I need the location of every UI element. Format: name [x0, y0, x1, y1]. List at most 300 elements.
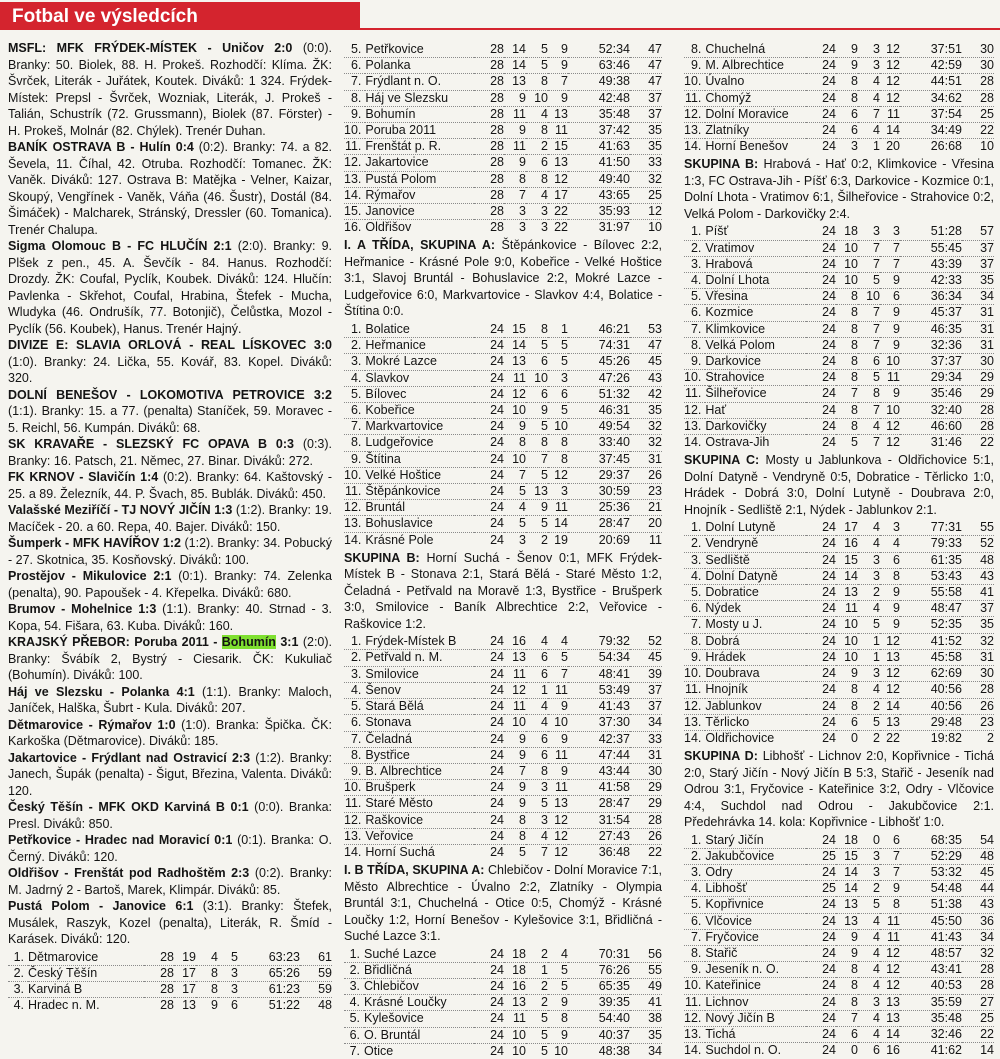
table-rank: 1. — [349, 946, 360, 961]
table-team: Petřkovice — [365, 42, 424, 56]
table-played: 24 — [822, 520, 836, 535]
table-team: Břidličná — [364, 962, 412, 977]
table-team: Suché Lazce — [364, 946, 437, 961]
table-points: 23 — [980, 714, 994, 729]
table-rank: 3. — [690, 256, 702, 271]
table-played: 24 — [822, 552, 836, 567]
table-wins: 5 — [519, 844, 526, 859]
table-draws: 6 — [541, 731, 548, 746]
table-losses: 6 — [893, 289, 900, 304]
table-team: Doubrava — [705, 666, 760, 681]
table-rank: 9. — [690, 962, 702, 977]
match-details: (0:2). Branky: 74. a 82. Ševela, 11. Číhal, 42. Otruba. Rozhodčí: Tomanec. ŽK: Vaněk. Diváků: 127. Ostrava B: Matějka - Velner, Kaizar, Skoupý, Vengřínek - Vaněk, Váňa (46. Šustr), Dostál (84. Šimáček) - Malcharek, Stránský, Dressler (60. Tomanica). Trenér Chalupa. — [8, 140, 332, 237]
table-played: 24 — [490, 370, 504, 385]
table-losses: 3 — [893, 520, 900, 535]
table-row — [684, 139, 994, 155]
table-score: 46:21 — [598, 321, 630, 336]
table-losses: 5 — [231, 949, 238, 964]
table-score: 47:44 — [598, 747, 630, 762]
table-points: 28 — [980, 418, 994, 433]
table-draws: 0 — [873, 832, 880, 847]
table-points: 12 — [648, 204, 662, 219]
table-score: 48:47 — [930, 601, 962, 616]
table-row — [684, 256, 994, 272]
table-rank: 14. — [684, 435, 702, 450]
table-played: 24 — [822, 321, 836, 336]
match-home: Poruba 2011 - — [129, 635, 222, 649]
table-draws: 2 — [541, 139, 548, 154]
table-score: 74:31 — [598, 338, 630, 353]
table-score: 55:45 — [930, 240, 962, 255]
table-row — [344, 419, 662, 435]
table-played: 24 — [490, 747, 504, 762]
table-score: 28:47 — [598, 796, 630, 811]
table-wins: 18 — [844, 832, 858, 847]
table-row — [684, 865, 994, 881]
match-details: (3:1). Branky: Štefek, Musálek, Raszyk, Kozel (penalta), Literák, R. Šmíd - Karásek. Diváků: 120. — [8, 899, 332, 946]
match-heading: Sigma Olomouc B - FC HLUČÍN 2:1 — [8, 239, 232, 253]
table-played: 28 — [160, 949, 174, 964]
table-losses: 14 — [886, 123, 900, 138]
table-wins: 14 — [512, 42, 526, 56]
table-rank: 9. — [350, 451, 362, 466]
table-team: Hradec n. M. — [28, 998, 100, 1013]
table-losses: 12 — [886, 962, 900, 977]
table-rank: 6. — [349, 1027, 360, 1042]
table-row — [684, 273, 994, 289]
table-points: 22 — [980, 1027, 994, 1042]
table-wins: 7 — [519, 763, 526, 778]
table-row — [344, 386, 662, 402]
table-draws: 4 — [873, 946, 880, 961]
table-points: 35 — [648, 123, 662, 138]
table-losses: 11 — [555, 682, 568, 697]
table-draws: 5 — [541, 1043, 548, 1058]
table-rank: 12. — [684, 106, 702, 121]
table-losses: 11 — [887, 370, 900, 385]
table-losses: 14 — [554, 516, 568, 531]
table-rank: 8. — [350, 435, 362, 450]
table-played: 24 — [822, 666, 836, 681]
table-points: 37 — [980, 601, 994, 616]
table-points: 61 — [318, 949, 332, 964]
table-wins: 13 — [512, 74, 526, 89]
table-wins: 0 — [851, 1043, 858, 1058]
table-row — [684, 848, 994, 864]
table-rank: 12. — [344, 812, 362, 827]
standings-table-ib-d — [684, 833, 994, 1059]
table-points: 36 — [980, 913, 994, 928]
table-score: 61:35 — [930, 552, 962, 567]
table-played: 24 — [490, 321, 504, 336]
table-losses: 12 — [554, 828, 568, 843]
table-points: 28 — [980, 402, 994, 417]
table-team: Dobrá — [705, 633, 740, 648]
table-draws: 9 — [541, 402, 548, 417]
table-wins: 8 — [851, 978, 858, 993]
table-draws: 6 — [541, 650, 548, 665]
standings-table-kp-part1 — [8, 950, 332, 1014]
table-losses: 9 — [561, 90, 568, 105]
table-score: 40:56 — [930, 682, 962, 697]
table-losses: 11 — [887, 106, 900, 121]
table-draws: 7 — [873, 106, 880, 121]
table-score: 41:52 — [930, 633, 962, 648]
table-wins: 6 — [851, 123, 858, 138]
table-team: Markvartovice — [365, 419, 444, 434]
table-team: Fryčovice — [705, 929, 759, 944]
table-wins: 15 — [844, 848, 858, 863]
table-rank: 15. — [344, 204, 362, 219]
table-draws: 8 — [541, 171, 548, 186]
table-wins: 10 — [844, 649, 858, 664]
match-heading: Dětmarovice - Rýmařov 1:0 — [8, 717, 176, 732]
table-score: 55:58 — [930, 585, 962, 600]
table-score: 36:48 — [598, 844, 630, 859]
match-report — [8, 337, 332, 387]
table-row — [684, 617, 994, 633]
table-losses: 9 — [893, 617, 900, 632]
column-1 — [8, 40, 332, 1015]
table-points: 41 — [648, 995, 662, 1010]
table-score: 54:48 — [930, 881, 962, 896]
table-team: Darkovice — [705, 354, 761, 369]
table-team: Karviná B — [28, 981, 83, 996]
table-team: Háj ve Slezsku — [365, 90, 449, 105]
table-rank: 8. — [690, 946, 702, 961]
table-score: 29:34 — [930, 370, 962, 385]
table-wins: 15 — [512, 321, 526, 336]
table-losses: 22 — [554, 204, 568, 219]
table-rank: 9. — [350, 106, 362, 121]
match-heading: Jakartovice - Frýdlant nad Ostravicí 2:3 — [8, 750, 251, 765]
table-draws: 6 — [541, 386, 548, 401]
table-points: 59 — [318, 965, 332, 980]
table-losses: 13 — [886, 994, 900, 1009]
table-score: 41:62 — [930, 1043, 962, 1058]
table-team: Krásné Pole — [365, 532, 434, 547]
table-losses: 5 — [561, 402, 568, 417]
table-points: 34 — [980, 289, 994, 304]
table-wins: 14 — [512, 338, 526, 353]
table-losses: 13 — [554, 155, 568, 170]
table-losses: 12 — [554, 467, 568, 482]
table-losses: 12 — [554, 171, 568, 186]
results-text: Chlebičov - Dolní Moravice 7:1, Město Albrechtice - Úvalno 2:2, Zlatníky - Olympia Bruntál 3:1, Chuchelná - Otice 0:5, Chomýž - Krásné Loučky 1:2, Horní Benešov - Kylešovice 3:1, Břidličná - Suché Lazce 3:1. — [344, 863, 662, 944]
table-score: 41:43 — [930, 929, 962, 944]
table-draws: 6 — [541, 155, 548, 170]
table-losses: 6 — [561, 386, 568, 401]
table-score: 42:37 — [598, 731, 630, 746]
table-played: 24 — [490, 731, 504, 746]
table-played: 24 — [822, 865, 836, 880]
table-row — [344, 947, 662, 963]
table-team: Hrabová — [705, 256, 753, 271]
table-losses: 7 — [561, 666, 568, 681]
table-points: 32 — [648, 419, 662, 434]
table-rank: 4. — [690, 881, 702, 896]
table-row — [344, 780, 662, 796]
table-draws: 4 — [873, 520, 880, 535]
table-losses: 4 — [561, 946, 568, 961]
table-played: 24 — [822, 617, 836, 632]
table-losses: 3 — [231, 981, 238, 996]
table-points: 52 — [980, 536, 994, 551]
table-wins: 14 — [844, 881, 858, 896]
table-wins: 11 — [513, 139, 526, 154]
table-score: 35:48 — [930, 1010, 962, 1025]
table-losses: 12 — [886, 74, 900, 89]
table-team: Mokré Lazce — [365, 354, 437, 369]
table-points: 28 — [980, 90, 994, 105]
match-details: (1:2). Branky: 34. Pobucký - 27. Skotnica, 35. Kosňovský. Diváků: 100. — [8, 536, 332, 567]
table-score: 54:34 — [598, 650, 630, 665]
table-losses: 13 — [886, 714, 900, 729]
table-played: 28 — [490, 204, 504, 219]
table-rank: 6. — [690, 305, 702, 320]
table-wins: 19 — [182, 949, 196, 964]
table-team: Veřovice — [365, 828, 414, 843]
table-played: 24 — [822, 568, 836, 583]
match-heading: SK KRAVAŘE - SLEZSKÝ FC OPAVA B 0:3 — [8, 437, 294, 451]
table-losses: 3 — [231, 965, 238, 980]
standings-table-ib-c — [684, 520, 994, 746]
match-heading: DOLNÍ BENEŠOV - LOKOMOTIVA PETROVICE 3:2 — [8, 387, 332, 402]
table-row — [344, 171, 662, 187]
table-team: Oldřichovice — [705, 730, 775, 745]
table-score: 45:37 — [930, 305, 962, 320]
table-draws: 8 — [541, 123, 548, 138]
table-losses: 13 — [554, 796, 568, 811]
table-draws: 2 — [541, 946, 548, 961]
table-wins: 6 — [851, 106, 858, 121]
standings-table-ia-b — [344, 634, 662, 860]
group-heading: SKUPINA B: — [344, 550, 420, 565]
table-draws: 6 — [541, 354, 548, 369]
table-draws: 10 — [534, 370, 548, 385]
table-draws: 8 — [541, 321, 548, 336]
table-losses: 7 — [893, 865, 900, 880]
standings-table-ia — [344, 322, 662, 548]
table-rank: 3. — [349, 979, 360, 994]
table-row — [684, 552, 994, 568]
table-played: 24 — [822, 354, 836, 369]
table-score: 32:40 — [930, 402, 962, 417]
table-rank: 10. — [344, 780, 362, 795]
table-points: 32 — [980, 633, 994, 648]
table-losses: 3 — [561, 370, 568, 385]
table-row — [684, 58, 994, 74]
table-losses: 19 — [554, 532, 568, 547]
table-wins: 17 — [182, 965, 196, 980]
table-played: 24 — [490, 402, 504, 417]
table-played: 28 — [160, 965, 174, 980]
table-team: Dolní Datyně — [705, 568, 778, 583]
table-draws: 7 — [873, 402, 880, 417]
table-draws: 7 — [541, 451, 548, 466]
table-team: M. Albrechtice — [705, 58, 784, 73]
table-team: Úvalno — [705, 74, 745, 89]
table-rank: 5. — [690, 289, 702, 304]
table-losses: 9 — [893, 585, 900, 600]
table-team: Nový Jičín B — [705, 1010, 775, 1025]
table-rank: 7. — [690, 929, 702, 944]
table-row — [684, 305, 994, 321]
table-played: 24 — [490, 435, 504, 450]
table-draws: 5 — [541, 796, 548, 811]
table-played: 24 — [490, 715, 504, 730]
table-points: 31 — [980, 337, 994, 352]
league-heading: I. A TŘÍDA, SKUPINA A: — [344, 238, 496, 253]
table-played: 24 — [490, 828, 504, 843]
table-losses: 13 — [886, 1010, 900, 1025]
krajsky-prebor-report — [8, 634, 332, 684]
table-played: 24 — [822, 1010, 836, 1025]
table-played: 24 — [822, 289, 836, 304]
table-rank: 13. — [344, 828, 362, 843]
table-rank: 7. — [350, 419, 362, 434]
table-rank: 6. — [690, 601, 702, 616]
table-score: 43:44 — [598, 763, 630, 778]
table-losses: 6 — [893, 552, 900, 567]
table-rank: 3. — [350, 666, 362, 681]
match-heading: Prostějov - Mikulovice 2:1 — [8, 569, 172, 583]
table-losses: 8 — [893, 897, 900, 912]
table-played: 24 — [490, 682, 504, 697]
table-team: Stará Bělá — [365, 699, 424, 714]
ib-c-results — [684, 452, 994, 518]
match-report — [8, 684, 332, 717]
table-row — [684, 74, 994, 90]
table-wins: 8 — [851, 682, 858, 697]
table-rank: 11. — [684, 90, 702, 105]
table-wins: 10 — [512, 402, 526, 417]
table-team: Dolní Lutyně — [705, 520, 776, 535]
table-rank: 4. — [350, 682, 362, 697]
table-wins: 3 — [519, 532, 526, 547]
table-wins: 8 — [851, 698, 858, 713]
table-draws: 9 — [211, 998, 218, 1013]
table-losses: 12 — [886, 90, 900, 105]
table-team: Brušperk — [365, 780, 416, 795]
table-rank: 1. — [690, 520, 702, 535]
table-wins: 10 — [844, 273, 858, 288]
table-draws: 4 — [873, 1010, 880, 1025]
table-team: Lichnov — [705, 994, 749, 1009]
match-details: (0:3). Branky: 16. Patsch, 21. Němec, 27. Binar. Diváků: 272. — [8, 437, 332, 468]
table-score: 48:38 — [598, 1043, 630, 1058]
table-losses: 3 — [893, 224, 900, 239]
table-losses: 5 — [561, 354, 568, 369]
table-rank: 8. — [690, 42, 702, 56]
league-heading: KRAJSKÝ PŘEBOR: — [8, 635, 130, 649]
table-rank: 6. — [350, 58, 362, 73]
table-draws: 5 — [873, 714, 880, 729]
table-played: 24 — [490, 995, 504, 1010]
table-points: 45 — [648, 650, 662, 665]
group-heading: SKUPINA C: — [684, 453, 760, 468]
table-team: Heřmanice — [365, 338, 426, 353]
table-played: 24 — [822, 962, 836, 977]
table-draws: 4 — [873, 978, 880, 993]
table-rank: 5. — [690, 897, 702, 912]
table-played: 24 — [490, 419, 504, 434]
table-points: 32 — [980, 946, 994, 961]
table-losses: 9 — [561, 58, 568, 73]
table-points: 43 — [980, 568, 994, 583]
table-points: 48 — [980, 552, 994, 567]
table-draws: 3 — [873, 865, 880, 880]
results-text: Hrabová - Hať 0:2, Klimkovice - Vřesina 1:3, FC Ostrava-Jih - Píšť 6:3, Darkovice - Kozmice 0:1, Dolní Lhota - Vratimov 6:1, Šilheřovice - Strahovice 0:2, Velká Polom - Darkovičky 2:4. — [684, 157, 994, 221]
table-played: 24 — [822, 832, 836, 847]
table-row — [344, 1011, 662, 1027]
table-row — [8, 981, 332, 997]
table-played: 24 — [822, 1043, 836, 1058]
table-losses: 9 — [893, 305, 900, 320]
table-rank: 7. — [690, 617, 702, 632]
table-draws: 4 — [873, 913, 880, 928]
table-points: 29 — [648, 796, 662, 811]
table-team: Kobeřice — [365, 402, 415, 417]
table-row — [344, 467, 662, 483]
group-heading: SKUPINA B: — [684, 157, 759, 172]
table-losses: 5 — [561, 338, 568, 353]
match-report — [8, 898, 332, 948]
table-team: Mosty u J. — [705, 617, 763, 632]
table-losses: 9 — [561, 763, 568, 778]
match-details: (1:1). Branky: 15. a 77. (penalta) Staníček, 59. Moravec - 5. Reichl, 56. Kumpán. Diváků: 68. — [8, 404, 332, 435]
match-report — [8, 238, 332, 337]
table-row — [344, 682, 662, 698]
table-score: 79:32 — [598, 634, 630, 649]
table-row — [344, 731, 662, 747]
table-points: 53 — [648, 321, 662, 336]
table-played: 24 — [822, 649, 836, 664]
table-team: Píšť — [705, 224, 729, 239]
table-score: 37:37 — [930, 354, 962, 369]
table-score: 31:46 — [930, 435, 962, 450]
table-team: Hať — [705, 402, 727, 417]
table-row — [684, 337, 994, 353]
table-team: Tichá — [705, 1027, 736, 1042]
table-points: 22 — [648, 844, 662, 859]
table-points: 37 — [648, 682, 662, 697]
table-row — [684, 435, 994, 451]
table-losses: 12 — [886, 666, 900, 681]
table-row — [344, 106, 662, 122]
table-losses: 9 — [561, 42, 568, 56]
table-points: 11 — [649, 532, 662, 547]
table-wins: 9 — [851, 946, 858, 961]
table-played: 28 — [490, 42, 504, 56]
match-details: (0:2). Branky: 64. Kaštovský - 25. a 89. Železník, 44. P. Švach, 85. Bublák. Diváků: 450. — [8, 470, 332, 501]
table-score: 35:93 — [598, 204, 630, 219]
table-played: 24 — [490, 483, 504, 498]
table-points: 25 — [648, 187, 662, 202]
table-losses: 5 — [561, 962, 568, 977]
table-wins: 14 — [512, 58, 526, 73]
table-score: 49:38 — [598, 74, 630, 89]
table-played: 24 — [822, 273, 836, 288]
table-points: 28 — [980, 74, 994, 89]
table-rank: 9. — [690, 649, 702, 664]
table-played: 25 — [822, 881, 836, 896]
table-points: 55 — [980, 520, 994, 535]
table-draws: 3 — [873, 58, 880, 73]
table-wins: 5 — [519, 483, 526, 498]
table-points: 2 — [987, 730, 994, 745]
table-losses: 7 — [893, 240, 900, 255]
